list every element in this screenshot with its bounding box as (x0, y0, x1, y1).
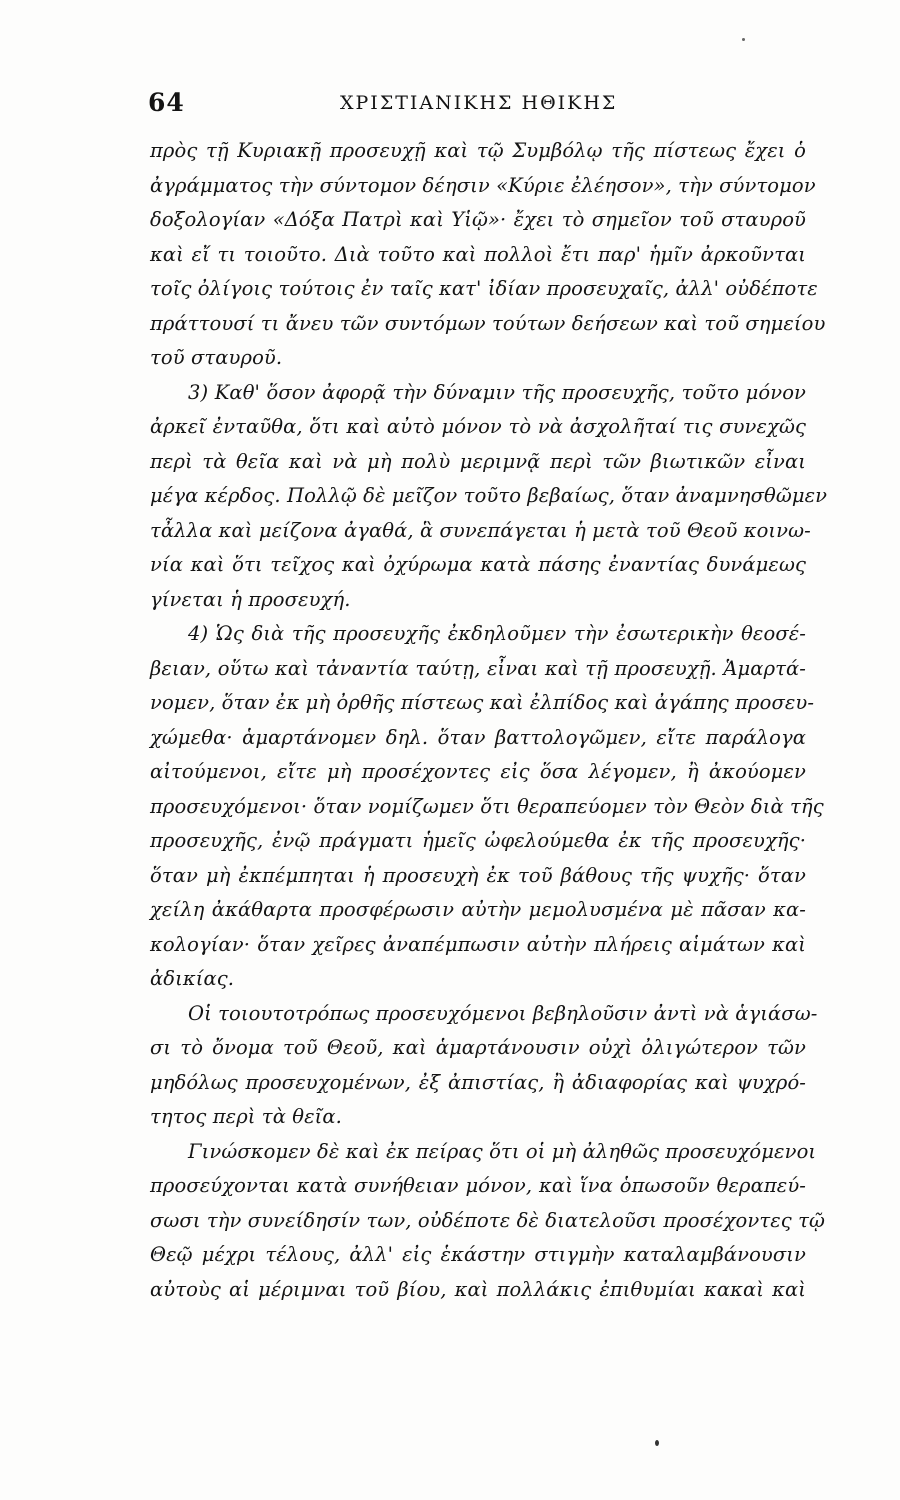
page-header (148, 88, 808, 122)
text-line: δοξολογίαν «Δόξα Πατρὶ καὶ Υἱῷ»· ἔχει τὸ σημεῖον τοῦ σταυροῦ (150, 208, 806, 231)
text-line: τητος περὶ τὰ θεῖα. (150, 1105, 342, 1128)
text-line: χείλη ἀκάθαρτα προσφέρωσιν αὐτὴν μεμολυσμένα μὲ πᾶσαν κα- (150, 898, 806, 921)
text-line: καὶ εἴ τι τοιοῦτο. Διὰ τοῦτο καὶ πολλοὶ ἔτι παρ' ἡμῖν ἀρκοῦνται (150, 242, 806, 266)
text-line: τοῦ σταυροῦ. (150, 346, 283, 369)
paragraph-start-4: 4) Ὡς διὰ τῆς προσευχῆς ἐκδηλοῦμεν τὴν ἐσωτερικὴν θεοσέ- (188, 622, 806, 645)
running-head: ΧΡΙΣΤΙΑΝΙΚΗΣ ΗΘΙΚΗΣ (340, 92, 618, 114)
text-line: ἀρκεῖ ἐνταῦθα, ὅτι καὶ αὐτὸ μόνον τὸ νὰ ἀσχολῆταί τις συνεχῶς (150, 415, 806, 438)
text-line: πράττουσί τι ἄνευ τῶν συντόμων τούτων δεήσεων καὶ τοῦ σημείου (150, 311, 826, 335)
text-line: προσεύχονται κατὰ συνήθειαν μόνον, καὶ ἵνα ὁπωσοῦν θεραπεύ- (150, 1174, 806, 1197)
text-line: Θεῷ μέχρι τέλους, ἀλλ' εἰς ἑκάστην στιγμὴν καταλαμβάνουσιν (150, 1243, 806, 1266)
ink-speck (742, 38, 745, 41)
text-line: σωσι τὴν συνείδησίν των, οὐδέποτε δὲ διατελοῦσι προσέχοντες τῷ (150, 1208, 825, 1232)
body-text (150, 134, 828, 1307)
text-line: αἰτούμενοι, εἴτε μὴ προσέχοντες εἰς ὅσα λέγομεν, ἢ ἀκούομεν (150, 760, 806, 783)
text-line: ἀγράμματος τὴν σύντομον δέησιν «Κύριε ἐλέησον», τὴν σύντομον (150, 173, 816, 197)
text-line: ὅταν μὴ ἐκπέμπηται ἡ προσευχὴ ἐκ τοῦ βάθους τῆς ψυχῆς· ὅταν (150, 863, 806, 887)
page-number: 64 (148, 88, 185, 117)
text-line: πρὸς τῇ Κυριακῇ προσευχῇ καὶ τῷ Συμβόλῳ τῆς πίστεως ἔχει ὁ (150, 139, 806, 162)
text-line: γίνεται ἡ προσευχή. (150, 587, 351, 611)
text-line: προσευχόμενοι· ὅταν νομίζωμεν ὅτι θεραπεύομεν τὸν Θεὸν διὰ τῆς (150, 794, 824, 818)
paragraph-start-3: 3) Καθ' ὅσον ἀφορᾷ τὴν δύναμιν τῆς προσευχῆς, τοῦτο μόνον (188, 380, 806, 404)
text-line: χώμεθα· ἁμαρτάνομεν δηλ. ὅταν βαττολογῶμεν, εἴτε παράλογα (150, 725, 806, 749)
text-line: νομεν, ὅταν ἐκ μὴ ὀρθῆς πίστεως καὶ ἐλπίδος καὶ ἀγάπης προσευ- (150, 691, 815, 714)
text-line: σι τὸ ὄνομα τοῦ Θεοῦ, καὶ ἁμαρτάνουσιν οὐχὶ ὀλιγώτερον τῶν (150, 1036, 806, 1059)
text-line: βειαν, οὕτω καὶ τἀναντία ταύτῃ, εἶναι καὶ τῇ προσευχῇ. Ἁμαρτά- (150, 656, 806, 680)
text-line: κολογίαν· ὅταν χεῖρες ἀναπέμπωσιν αὐτὴν πλήρεις αἱμάτων καὶ (150, 932, 806, 956)
text-line: τοῖς ὀλίγοις τούτοις ἐν ταῖς κατ' ἰδίαν προσευχαῖς, ἀλλ' οὐδέποτε (150, 277, 818, 300)
text-line: νία καὶ ὅτι τεῖχος καὶ ὀχύρωμα κατὰ πάσης ἐναντίας δυνάμεως (150, 553, 806, 576)
text-line: προσευχῆς, ἐνῷ πράγματι ἡμεῖς ὠφελούμεθα ἐκ τῆς προσευχῆς· (150, 829, 806, 852)
paragraph-start: Γινώσκομεν δὲ καὶ ἐκ πείρας ὅτι οἱ μὴ ἀληθῶς προσευχόμενοι (188, 1139, 817, 1163)
text-line: μηδόλως προσευχομένων, ἐξ ἀπιστίας, ἢ ἀδιαφορίας καὶ ψυχρό- (150, 1070, 806, 1094)
text-line: μέγα κέρδος. Πολλῷ δὲ μεῖζον τοῦτο βεβαίως, ὅταν ἀναμνησθῶμεν (150, 484, 828, 507)
text-line: αὐτοὺς αἱ μέριμναι τοῦ βίου, καὶ πολλάκις ἐπιθυμίαι κακαὶ καὶ (150, 1277, 806, 1301)
text-line: περὶ τὰ θεῖα καὶ νὰ μὴ πολὺ μεριμνᾷ περὶ τῶν βιωτικῶν εἶναι (150, 449, 806, 473)
text-line: ἀδικίας. (150, 967, 235, 990)
paragraph-start: Οἱ τοιουτοτρόπως προσευχόμενοι βεβηλοῦσιν ἀντὶ νὰ ἁγιάσω- (188, 1001, 818, 1025)
ink-speck (655, 1440, 659, 1446)
text-line: τἆλλα καὶ μείζονα ἀγαθά, ἃ συνεπάγεται ἡ μετὰ τοῦ Θεοῦ κοινω- (150, 518, 811, 542)
